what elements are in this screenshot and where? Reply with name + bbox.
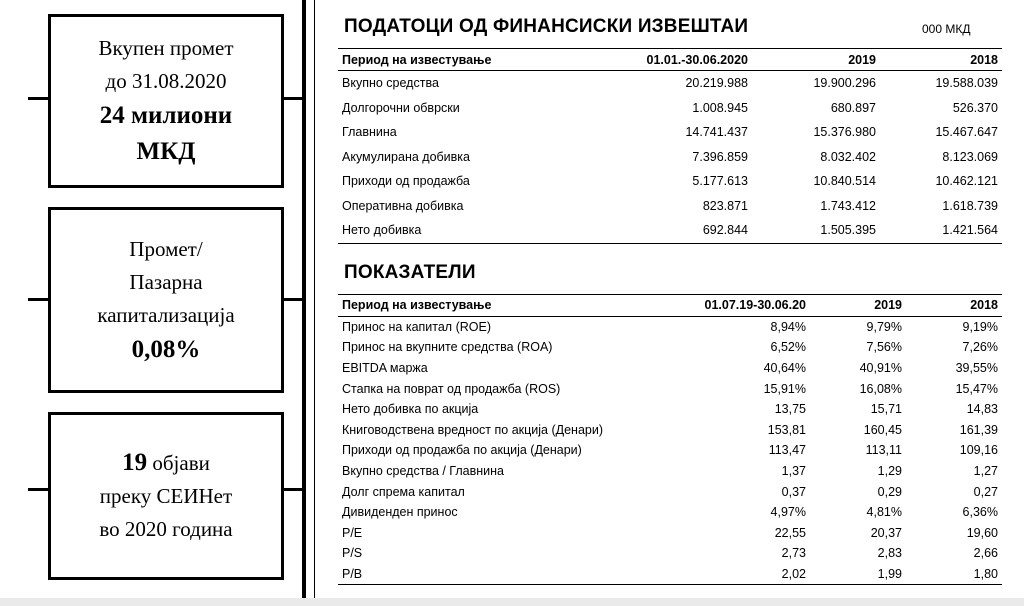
cell: 1.008.945	[692, 100, 748, 115]
cell: 40,64%	[763, 361, 806, 376]
turnover-market-cap-box	[48, 207, 284, 393]
indicators-header-period: Период на известување	[342, 298, 492, 313]
timeline-line-thin	[314, 0, 315, 606]
table-row	[338, 358, 1002, 379]
row-label: P/S	[342, 546, 363, 561]
table-row	[338, 316, 1002, 337]
table-row	[338, 420, 1002, 441]
cell: 2,66	[973, 546, 998, 561]
table-row	[338, 502, 1002, 523]
indicators-header-row	[338, 295, 1002, 317]
row-label: Акумулирана добивка	[342, 149, 470, 164]
financial-header-col1: 01.01.-30.06.2020	[646, 52, 748, 67]
cell: 22,55	[774, 525, 806, 540]
row-label: P/E	[342, 525, 363, 540]
financial-title: ПОДАТОЦИ ОД ФИНАНСИСКИ ИЗВЕШТАИ	[344, 16, 749, 37]
table-row	[338, 543, 1002, 564]
box2-line-3: капитализација	[97, 302, 235, 327]
row-label: Книговодствена вредност по акција (Денари)	[342, 422, 603, 437]
table-row	[338, 145, 1002, 170]
financial-table	[338, 48, 1002, 244]
financial-header-row	[338, 49, 1002, 71]
cell: 692.844	[702, 223, 748, 238]
row-label: Принос на капитал (ROE)	[342, 319, 491, 334]
row-label: Принос на вкупните средства (ROA)	[342, 340, 553, 355]
row-label: EBITDA маржа	[342, 361, 428, 376]
cell: 1.743.412	[820, 198, 876, 213]
cell: 39,55%	[955, 361, 998, 376]
cell: 6,52%	[770, 340, 806, 355]
tick-right-2	[281, 298, 303, 301]
row-label: Стапка на поврат од продажба (ROS)	[342, 381, 561, 396]
box3-line-3: во 2020 година	[99, 517, 233, 541]
box2-bold-1: 0,08%	[131, 335, 201, 363]
table-row	[338, 194, 1002, 219]
table-row	[338, 218, 1002, 243]
table-row	[338, 169, 1002, 194]
cell: 40,91%	[859, 361, 902, 376]
cell: 1.505.395	[820, 223, 876, 238]
row-label: Приходи од продажба по акција (Денари)	[342, 443, 582, 458]
row-label: Нето добивка по акција	[342, 402, 479, 417]
cell: 7.396.859	[692, 149, 748, 164]
cell: 6,36%	[962, 505, 998, 520]
table-row	[338, 378, 1002, 399]
cell: 20,37	[870, 525, 902, 540]
cell: 10.462.121	[935, 174, 998, 189]
financial-unit: 000 МКД	[922, 22, 971, 36]
table-row	[338, 564, 1002, 585]
cell: 20.219.988	[685, 76, 748, 91]
cell: 823.871	[702, 198, 748, 213]
cell: 0,29	[877, 484, 902, 499]
cell: 10.840.514	[813, 174, 876, 189]
row-label: Долг спрема капитал	[342, 484, 465, 499]
table-row	[338, 399, 1002, 420]
indicators-header-col2: 2019	[874, 298, 902, 313]
box1-line-1: Вкупен промет	[98, 36, 234, 60]
cell: 14.741.437	[685, 125, 748, 140]
row-label: Дивиденден принос	[342, 505, 458, 520]
row-label: Оперативна добивка	[342, 198, 464, 213]
row-label: Долгорочни обврски	[342, 100, 460, 115]
box1-bold-2: МКД	[136, 138, 196, 165]
cell: 161,39	[959, 422, 998, 437]
cell: 1,29	[877, 464, 902, 479]
tick-left-3	[28, 488, 50, 491]
tick-right-1	[281, 97, 303, 100]
cell: 4,81%	[866, 505, 902, 520]
tick-right-3	[281, 488, 303, 491]
cell: 160,45	[863, 422, 902, 437]
cell: 1,27	[973, 464, 998, 479]
cell: 5.177.613	[692, 174, 748, 189]
cell: 4,97%	[770, 505, 806, 520]
cell: 113,11	[865, 443, 902, 458]
cell: 15,91%	[763, 381, 806, 396]
tick-left-1	[28, 97, 50, 100]
tick-left-2	[28, 298, 50, 301]
row-label: Вкупно средства / Главнина	[342, 464, 505, 479]
cell: 7,26%	[962, 340, 998, 355]
financial-header-col2: 2019	[848, 52, 876, 67]
bottom-shadow	[0, 598, 1024, 606]
cell: 0,37	[781, 484, 806, 499]
table-row	[338, 120, 1002, 145]
box1-line-2: до 31.08.2020	[105, 69, 227, 93]
cell: 16,08%	[859, 381, 902, 396]
cell: 1.421.564	[942, 223, 998, 238]
cell: 15,47%	[955, 381, 998, 396]
indicators-header-col3: 2018	[970, 298, 998, 313]
row-label: Главнина	[342, 125, 397, 140]
timeline-line	[302, 0, 306, 606]
box2-line-2: Пазарна	[129, 269, 203, 294]
table-row	[338, 461, 1002, 482]
total-turnover-box	[48, 14, 284, 188]
box3-bold-number: 19	[122, 449, 148, 476]
row-label: Вкупно средства	[342, 76, 439, 91]
cell: 1.618.739	[942, 198, 998, 213]
cell: 2,83	[877, 546, 902, 561]
cell: 1,99	[877, 567, 902, 582]
cell: 13,75	[774, 402, 806, 417]
box3-line-2: преку СЕИНет	[99, 484, 233, 508]
cell: 1,80	[973, 567, 998, 582]
row-label: P/B	[342, 567, 363, 582]
cell: 113,47	[768, 443, 806, 458]
cell: 19,60	[966, 525, 998, 540]
box2-line-1: Промет/	[129, 236, 203, 261]
row-label: Приходи од продажба	[342, 174, 470, 189]
financial-header-period: Период на известување	[342, 52, 492, 67]
box3-line-1	[122, 446, 210, 480]
cell: 15.467.647	[935, 125, 998, 140]
cell: 153,81	[767, 422, 806, 437]
cell: 19.900.296	[813, 76, 876, 91]
table-row	[338, 481, 1002, 502]
box1-bold-1: 24 милиони	[99, 102, 233, 129]
cell: 2,73	[781, 546, 806, 561]
cell: 8,94%	[770, 319, 806, 334]
table-row	[338, 523, 1002, 544]
cell: 9,79%	[866, 319, 902, 334]
cell: 2,02	[781, 567, 806, 582]
cell: 9,19%	[962, 319, 998, 334]
cell: 0,27	[973, 484, 998, 499]
seinet-announcements-box	[48, 412, 284, 580]
cell: 1,37	[781, 464, 806, 479]
indicators-table	[338, 294, 1002, 585]
cell: 14,83	[966, 402, 998, 417]
cell: 19.588.039	[935, 76, 998, 91]
cell: 526.370	[952, 100, 998, 115]
indicators-title: ПОКАЗАТЕЛИ	[344, 262, 476, 283]
cell: 7,56%	[866, 340, 902, 355]
cell: 680.897	[830, 100, 876, 115]
cell: 15.376.980	[813, 125, 876, 140]
cell: 8.123.069	[942, 149, 998, 164]
row-label: Нето добивка	[342, 223, 422, 238]
box3-line-1-rest: објави	[147, 451, 210, 475]
table-row	[338, 96, 1002, 121]
table-row	[338, 440, 1002, 461]
cell: 109,16	[959, 443, 998, 458]
cell: 8.032.402	[820, 149, 876, 164]
table-row	[338, 337, 1002, 358]
indicators-header-col1: 01.07.19-30.06.20	[704, 298, 806, 313]
table-row	[338, 71, 1002, 96]
financial-header-col3: 2018	[970, 52, 998, 67]
cell: 15,71	[870, 402, 902, 417]
